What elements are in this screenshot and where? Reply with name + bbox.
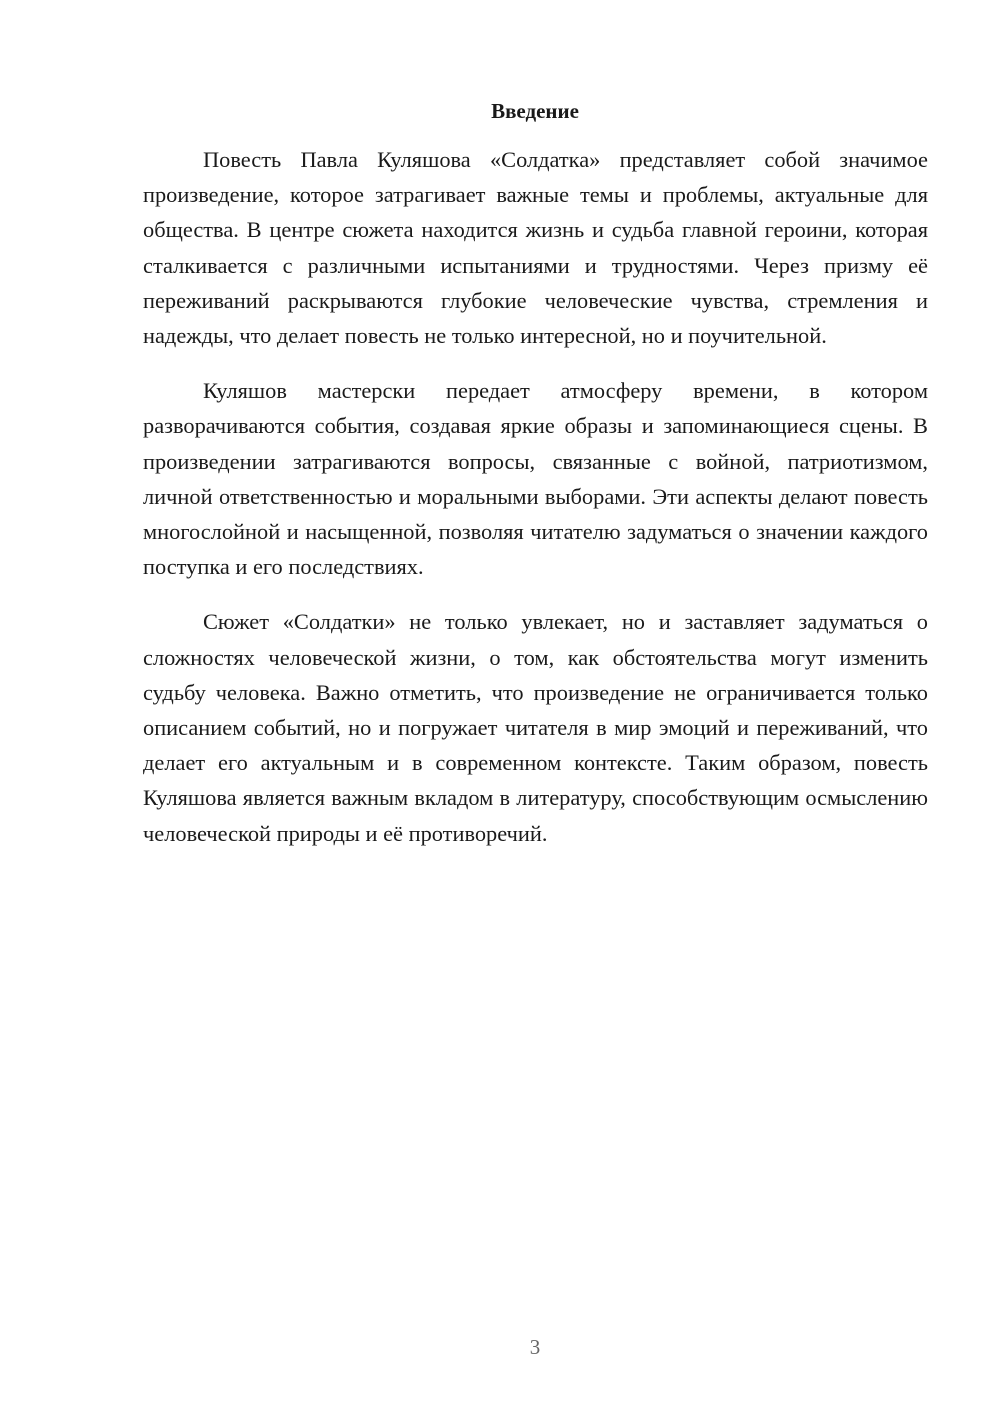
paragraph: Повесть Павла Куляшова «Солдатка» представляет собой значимое произведение, которое затрагивает важные темы и проблемы, актуальные для общества. В центре сюжета находится жизнь и судьба главной героини, которая сталкивается с различными испытаниями и трудностями. Через призму её переживаний раскрываются глубокие человеческие чувства, стремления и надежды, что делает повесть не только интересной, но и поучительной. bbox=[143, 147, 928, 349]
paragraph: Куляшов мастерски передает атмосферу времени, в котором разворачиваются события, создавая яркие образы и запоминающиеся сцены. В произведении затрагиваются вопросы, связанные с войной, патриотизмом, личной ответственностью и моральными выборами. Эти аспекты делают повесть многослойной и насыщенной, позволяя читателю задуматься о значении каждого поступка и его последствиях. bbox=[143, 378, 928, 580]
paragraph: Сюжет «Солдатки» не только увлекает, но и заставляет задуматься о сложностях человеческой жизни, о том, как обстоятельства могут изменить судьбу человека. Важно отметить, что произведение не ограничивается только описанием событий, но и погружает читателя в мир эмоций и переживаний, что делает его актуальным и в современном контексте. Таким образом, повесть Куляшова является важным вкладом в литературу, способствующим осмыслению человеческой природы и её противоречий. bbox=[143, 609, 928, 846]
body-text bbox=[143, 142, 928, 871]
page-number: 3 bbox=[529, 1335, 541, 1359]
section-heading: Введение bbox=[491, 99, 579, 123]
